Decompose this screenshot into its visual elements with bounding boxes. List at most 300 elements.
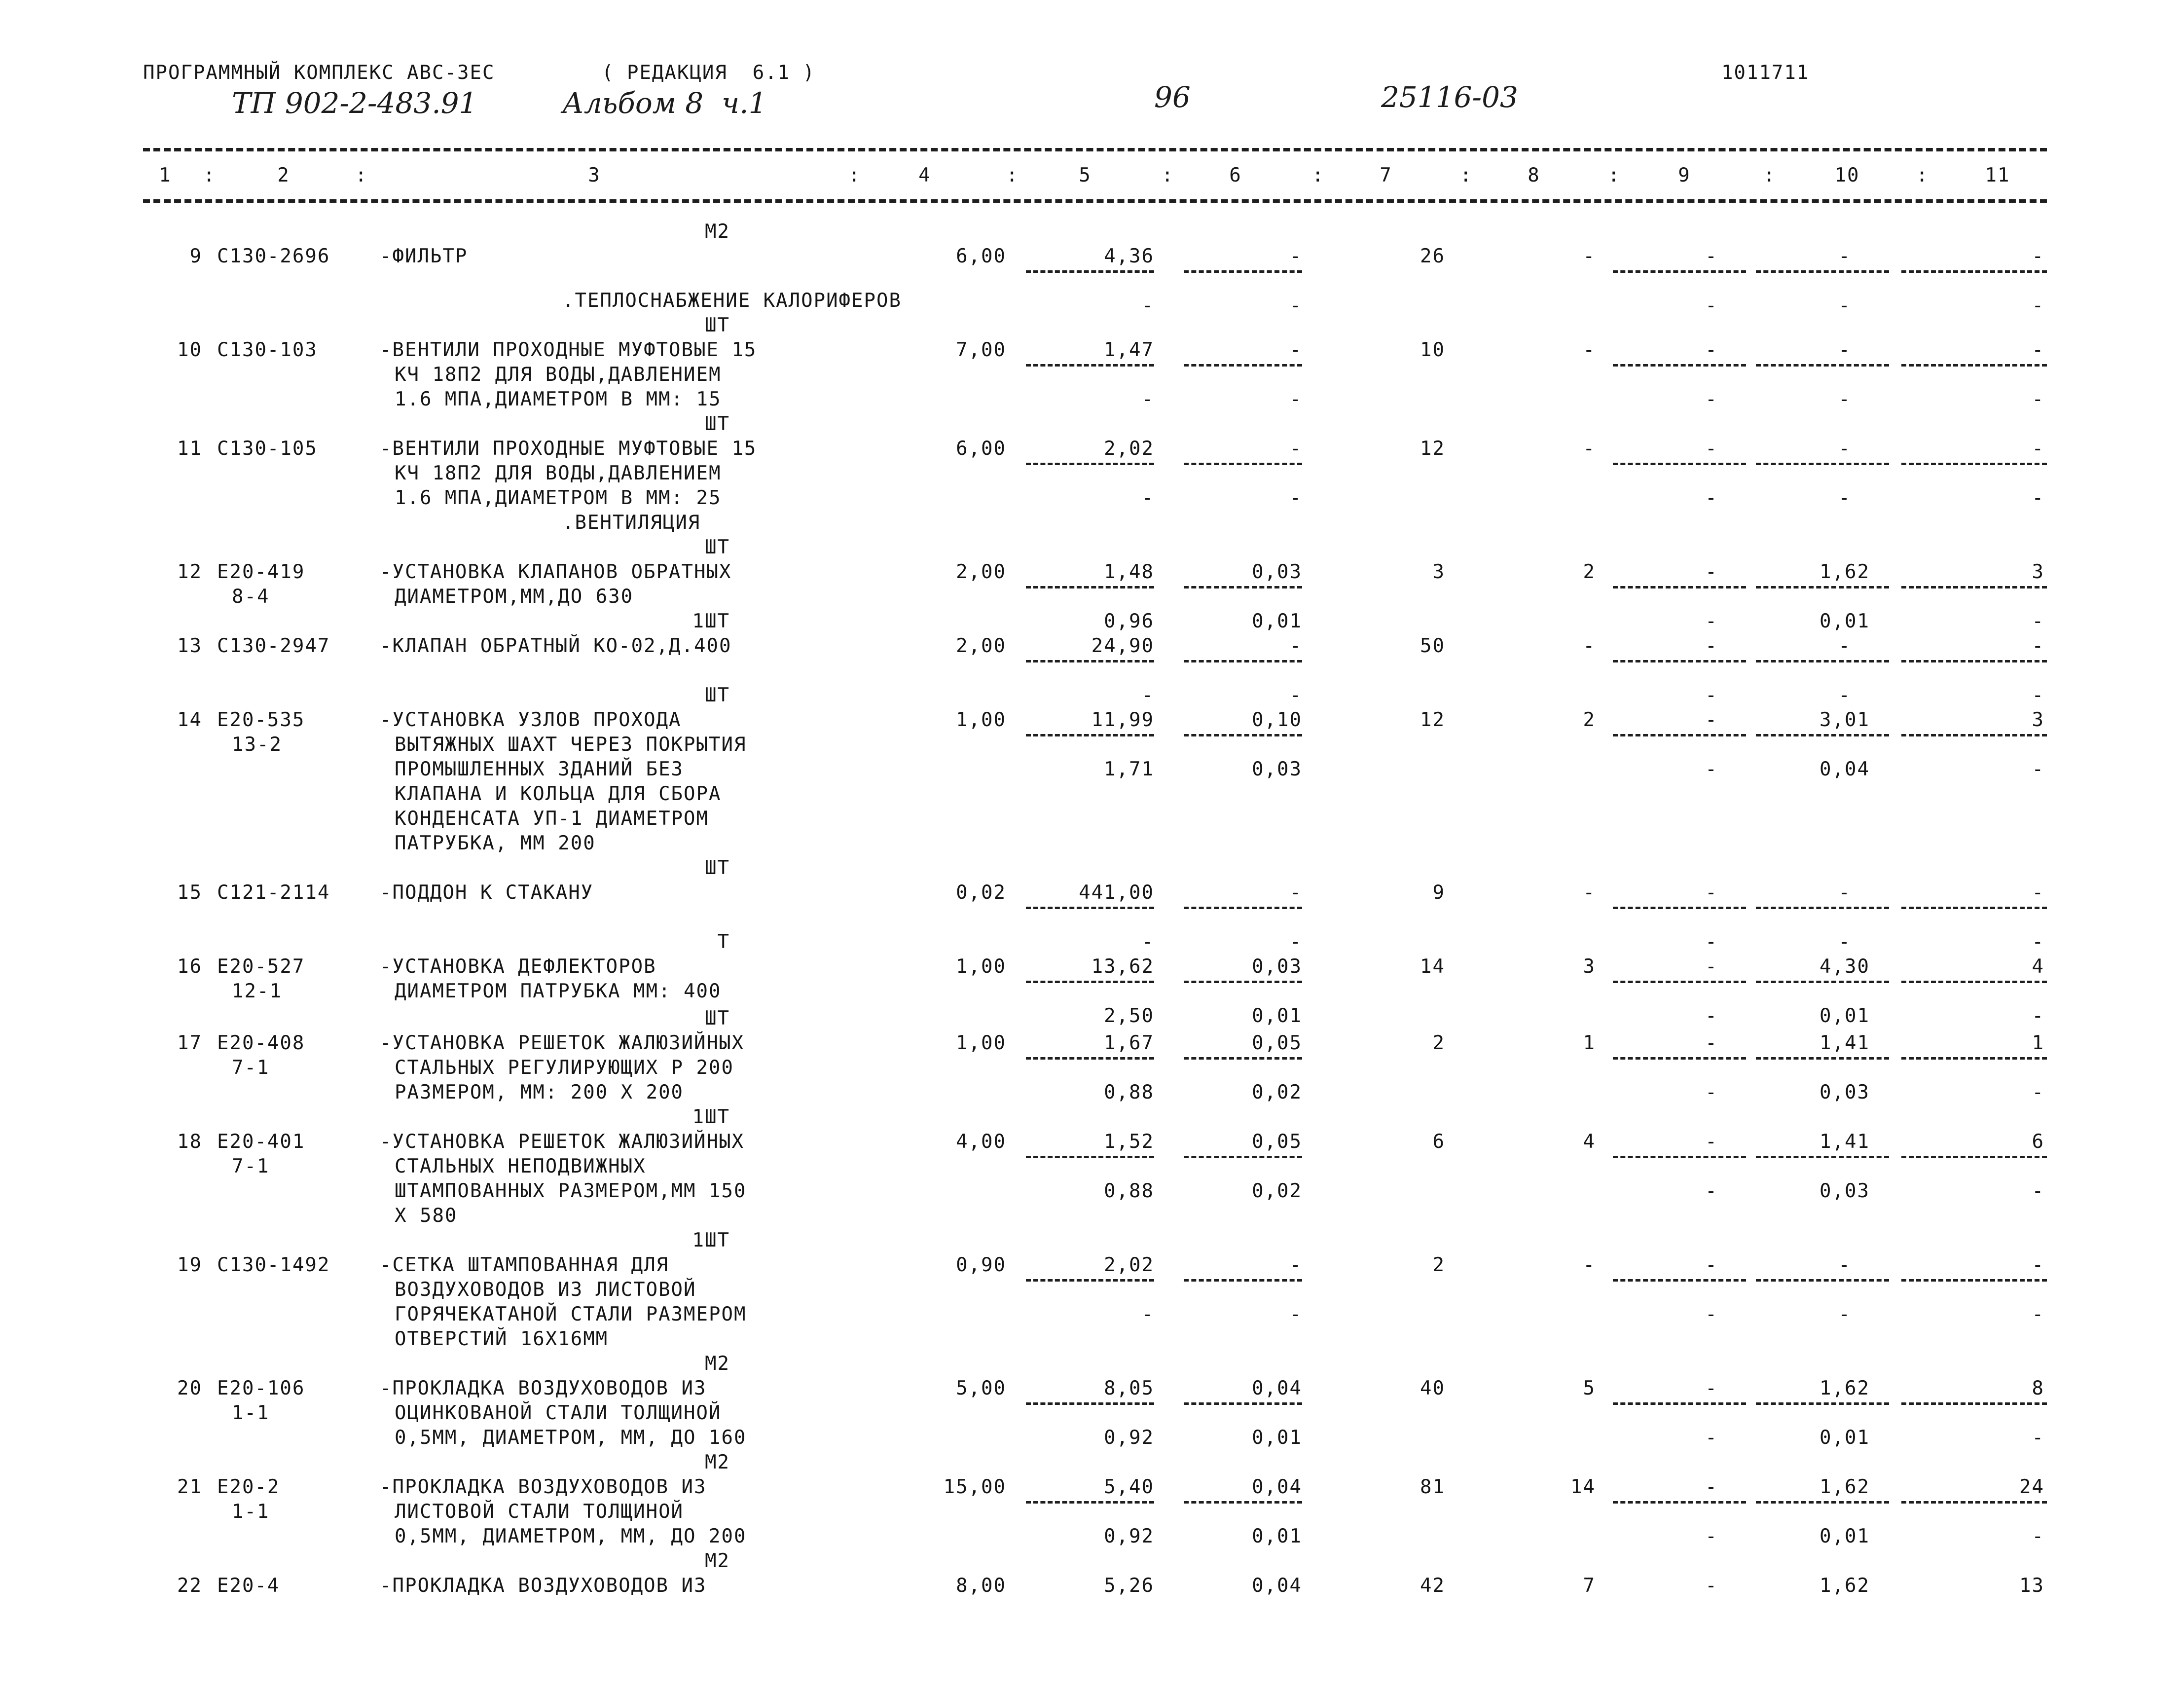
value-col-5: 8,05 bbox=[1104, 1377, 1154, 1399]
secondary-value-col-9: - bbox=[1705, 931, 1718, 953]
unit-of-measure: 1ШТ bbox=[692, 1229, 730, 1251]
secondary-value-col-11: - bbox=[2032, 1427, 2044, 1449]
column-header-7: 7 bbox=[1380, 164, 1392, 186]
value-col-6: - bbox=[1289, 339, 1302, 361]
value-col-9: - bbox=[1705, 1131, 1718, 1153]
unit-of-measure: ШТ bbox=[705, 1007, 730, 1029]
secondary-value-col-5: - bbox=[1141, 487, 1154, 509]
row-number: 22 bbox=[177, 1575, 202, 1597]
rate-code: Е20-408 bbox=[217, 1032, 305, 1054]
row-number: 13 bbox=[177, 635, 202, 657]
row-number: 12 bbox=[177, 561, 202, 583]
value-col-10: 1,41 bbox=[1820, 1131, 1870, 1153]
work-description: -КЛАПАН ОБРАТНЫЙ КО-02,Д.400 bbox=[380, 635, 732, 657]
column-header-rule bbox=[143, 199, 2047, 203]
subtotal-rule bbox=[1756, 981, 1889, 983]
secondary-value-col-11: - bbox=[2032, 610, 2044, 632]
subtotal-rule bbox=[1026, 981, 1154, 983]
value-col-11: - bbox=[2032, 245, 2044, 267]
work-description: ЛИСТОВОЙ СТАЛИ ТОЛЩИНОЙ bbox=[395, 1501, 684, 1523]
value-col-6: - bbox=[1289, 1254, 1302, 1276]
subtotal-rule bbox=[1184, 1057, 1302, 1060]
unit-of-measure: М2 bbox=[705, 1451, 730, 1473]
subtotal-rule bbox=[1613, 364, 1746, 367]
secondary-value-col-11: - bbox=[2032, 487, 2044, 509]
value-col-8: 7 bbox=[1583, 1575, 1596, 1597]
row-number: 16 bbox=[177, 955, 202, 978]
subtotal-rule bbox=[1901, 270, 2047, 273]
unit-of-measure: 1ШТ bbox=[692, 610, 730, 632]
work-description: ПАТРУБКА, ММ 200 bbox=[395, 832, 596, 854]
work-description: -ФИЛЬТР bbox=[380, 245, 468, 267]
column-separator: : bbox=[355, 164, 368, 186]
subtotal-rule bbox=[1026, 734, 1154, 736]
value-col-6: 0,10 bbox=[1252, 709, 1302, 731]
value-col-5: 2,02 bbox=[1104, 1254, 1154, 1276]
value-col-6: 0,04 bbox=[1252, 1377, 1302, 1399]
subtotal-rule bbox=[1613, 907, 1746, 909]
work-description: СТАЛЬНЫХ НЕПОДВИЖНЫХ bbox=[395, 1155, 646, 1177]
subtotal-rule bbox=[1613, 660, 1746, 662]
secondary-value-col-6: - bbox=[1289, 388, 1302, 410]
value-col-7: 6 bbox=[1432, 1131, 1445, 1153]
work-description: КЧ 18П2 ДЛЯ ВОДЫ,ДАВЛЕНИЕМ bbox=[395, 462, 722, 484]
value-col-7: 12 bbox=[1420, 709, 1445, 731]
value-col-8: - bbox=[1583, 1254, 1596, 1276]
rate-code: С130-1492 bbox=[217, 1254, 330, 1276]
value-col-9: - bbox=[1705, 1254, 1718, 1276]
value-col-11: 4 bbox=[2032, 955, 2044, 978]
subtotal-rule bbox=[1901, 1279, 2047, 1282]
value-col-11: 3 bbox=[2032, 709, 2044, 731]
program-title: ПРОГРАММНЫЙ КОМПЛЕКС АВС-3ЕС bbox=[143, 62, 495, 84]
value-col-11: 6 bbox=[2032, 1131, 2044, 1153]
secondary-value-col-5: 0,92 bbox=[1104, 1427, 1154, 1449]
rate-code: Е20-401 bbox=[217, 1131, 305, 1153]
subtotal-rule bbox=[1184, 1279, 1302, 1282]
rate-code: С130-2947 bbox=[217, 635, 330, 657]
secondary-value-col-5: 0,88 bbox=[1104, 1180, 1154, 1202]
value-col-10: - bbox=[1838, 245, 1851, 267]
secondary-value-col-9: - bbox=[1705, 1427, 1718, 1449]
subtotal-rule bbox=[1026, 1156, 1154, 1158]
value-col-6: - bbox=[1289, 635, 1302, 657]
row-number: 18 bbox=[177, 1131, 202, 1153]
subtotal-rule bbox=[1901, 463, 2047, 465]
subtotal-rule bbox=[1613, 981, 1746, 983]
subtotal-rule bbox=[1184, 734, 1302, 736]
value-col-7: 50 bbox=[1420, 635, 1445, 657]
secondary-value-col-10: - bbox=[1838, 931, 1851, 953]
value-col-4: 0,90 bbox=[956, 1254, 1006, 1276]
value-col-7: 10 bbox=[1420, 339, 1445, 361]
value-col-7: 2 bbox=[1432, 1254, 1445, 1276]
rate-code: С121-2114 bbox=[217, 882, 330, 904]
subtotal-rule bbox=[1756, 270, 1889, 273]
work-description: -СЕТКА ШТАМПОВАННАЯ ДЛЯ bbox=[380, 1254, 669, 1276]
work-description: ВЫТЯЖНЫХ ШАХТ ЧЕРЕЗ ПОКРЫТИЯ bbox=[395, 734, 747, 756]
work-description: 0,5ММ, ДИАМЕТРОМ, ММ, ДО 200 bbox=[395, 1525, 747, 1547]
unit-of-measure: ШТ bbox=[705, 684, 730, 706]
value-col-10: - bbox=[1838, 635, 1851, 657]
secondary-value-col-11: - bbox=[2032, 388, 2044, 410]
secondary-value-col-6: - bbox=[1289, 684, 1302, 706]
secondary-value-col-5: - bbox=[1141, 1303, 1154, 1325]
work-description: -УСТАНОВКА РЕШЕТОК ЖАЛЮЗИЙНЫХ bbox=[380, 1131, 744, 1153]
work-description: -ПРОКЛАДКА ВОЗДУХОВОДОВ ИЗ bbox=[380, 1575, 707, 1597]
work-description: 1.6 МПА,ДИАМЕТРОМ В ММ: 25 bbox=[395, 487, 722, 509]
subtotal-rule bbox=[1184, 907, 1302, 909]
subtotal-rule bbox=[1184, 1501, 1302, 1504]
secondary-value-col-6: - bbox=[1289, 931, 1302, 953]
secondary-value-col-10: 0,03 bbox=[1820, 1180, 1870, 1202]
unit-of-measure: ШТ bbox=[705, 413, 730, 435]
work-description: Х 580 bbox=[395, 1205, 458, 1227]
secondary-value-col-6: 0,02 bbox=[1252, 1180, 1302, 1202]
subtotal-rule bbox=[1613, 1501, 1746, 1504]
secondary-value-col-11: - bbox=[2032, 1303, 2044, 1325]
rate-code: Е20-2 bbox=[217, 1476, 280, 1498]
secondary-value-col-9: - bbox=[1705, 684, 1718, 706]
secondary-value-col-6: 0,01 bbox=[1252, 1525, 1302, 1547]
value-col-8: - bbox=[1583, 339, 1596, 361]
work-description: СТАЛЬНЫХ РЕГУЛИРУЮЩИХ Р 200 bbox=[395, 1057, 734, 1079]
secondary-value-col-5: 0,88 bbox=[1104, 1081, 1154, 1103]
value-col-5: 1,47 bbox=[1104, 339, 1154, 361]
subtotal-rule bbox=[1901, 1156, 2047, 1158]
work-description: ГОРЯЧЕКАТАНОЙ СТАЛИ РАЗМЕРОМ bbox=[395, 1303, 747, 1325]
value-col-7: 81 bbox=[1420, 1476, 1445, 1498]
row-number: 10 bbox=[177, 339, 202, 361]
column-separator: : bbox=[1162, 164, 1174, 186]
value-col-5: 441,00 bbox=[1079, 882, 1154, 904]
rate-code: 12-1 bbox=[232, 980, 282, 1002]
secondary-value-col-10: - bbox=[1838, 388, 1851, 410]
column-header-5: 5 bbox=[1079, 164, 1092, 186]
column-header-10: 10 bbox=[1834, 164, 1860, 186]
subtotal-rule bbox=[1901, 734, 2047, 736]
work-description: -ПОДДОН К СТАКАНУ bbox=[380, 882, 594, 904]
value-col-10: 1,62 bbox=[1820, 1476, 1870, 1498]
value-col-11: - bbox=[2032, 1254, 2044, 1276]
value-col-10: - bbox=[1838, 438, 1851, 460]
value-col-4: 2,00 bbox=[956, 635, 1006, 657]
value-col-9: - bbox=[1705, 709, 1718, 731]
value-col-6: - bbox=[1289, 438, 1302, 460]
subtotal-rule bbox=[1756, 660, 1889, 662]
subtotal-rule bbox=[1756, 586, 1889, 588]
work-description: 1.6 МПА,ДИАМЕТРОМ В ММ: 15 bbox=[395, 388, 722, 410]
value-col-4: 15,00 bbox=[943, 1476, 1006, 1498]
value-col-10: 4,30 bbox=[1820, 955, 1870, 978]
secondary-value-col-11: - bbox=[2032, 684, 2044, 706]
unit-of-measure: М2 bbox=[705, 1353, 730, 1375]
secondary-value-col-6: 0,03 bbox=[1252, 758, 1302, 780]
value-col-7: 3 bbox=[1432, 561, 1445, 583]
subtotal-rule bbox=[1184, 270, 1302, 273]
unit-of-measure: ШТ bbox=[705, 857, 730, 879]
work-description: -ПРОКЛАДКА ВОЗДУХОВОДОВ ИЗ bbox=[380, 1476, 707, 1498]
subtotal-rule bbox=[1901, 1402, 2047, 1405]
secondary-value-col-11: - bbox=[2032, 931, 2044, 953]
secondary-value-col-9: - bbox=[1705, 1081, 1718, 1103]
value-col-4: 6,00 bbox=[956, 245, 1006, 267]
unit-of-measure: 1ШТ bbox=[692, 1106, 730, 1128]
value-col-9: - bbox=[1705, 561, 1718, 583]
column-separator: : bbox=[1916, 164, 1929, 186]
subtotal-rule bbox=[1613, 1402, 1746, 1405]
subtotal-rule bbox=[1184, 1402, 1302, 1405]
value-col-4: 1,00 bbox=[956, 709, 1006, 731]
column-separator: : bbox=[1312, 164, 1325, 186]
unit-of-measure: ШТ bbox=[705, 314, 730, 336]
secondary-value-col-6: - bbox=[1289, 294, 1302, 317]
value-col-10: - bbox=[1838, 339, 1851, 361]
value-col-7: 9 bbox=[1432, 882, 1445, 904]
value-col-6: 0,05 bbox=[1252, 1032, 1302, 1054]
row-number: 20 bbox=[177, 1377, 202, 1399]
subtotal-rule bbox=[1026, 1501, 1154, 1504]
secondary-value-col-10: 0,01 bbox=[1820, 1525, 1870, 1547]
value-col-5: 11,99 bbox=[1091, 709, 1154, 731]
value-col-5: 4,36 bbox=[1104, 245, 1154, 267]
subtotal-rule bbox=[1756, 734, 1889, 736]
rate-code: 13-2 bbox=[232, 734, 282, 756]
value-col-8: 5 bbox=[1583, 1377, 1596, 1399]
subtotal-rule bbox=[1184, 981, 1302, 983]
subtotal-rule bbox=[1026, 586, 1154, 588]
value-col-8: - bbox=[1583, 635, 1596, 657]
work-description: КОНДЕНСАТА УП-1 ДИАМЕТРОМ bbox=[395, 808, 709, 830]
handwritten-album: Альбом 8 ч.1 bbox=[562, 86, 767, 120]
secondary-value-col-10: 0,04 bbox=[1820, 758, 1870, 780]
handwritten-page-number: 96 bbox=[1154, 80, 1191, 114]
value-col-6: 0,04 bbox=[1252, 1476, 1302, 1498]
secondary-value-col-6: 0,01 bbox=[1252, 1427, 1302, 1449]
subtotal-rule bbox=[1756, 1279, 1889, 1282]
rate-code: 8-4 bbox=[232, 586, 270, 608]
value-col-9: - bbox=[1705, 245, 1718, 267]
subtotal-rule bbox=[1026, 907, 1154, 909]
rate-code: С130-105 bbox=[217, 438, 318, 460]
secondary-value-col-5: - bbox=[1141, 684, 1154, 706]
value-col-6: 0,04 bbox=[1252, 1575, 1302, 1597]
value-col-7: 12 bbox=[1420, 438, 1445, 460]
column-header-11: 11 bbox=[1985, 164, 2010, 186]
value-col-7: 40 bbox=[1420, 1377, 1445, 1399]
subtotal-rule bbox=[1613, 1057, 1746, 1060]
value-col-4: 5,00 bbox=[956, 1377, 1006, 1399]
secondary-value-col-5: - bbox=[1141, 294, 1154, 317]
value-col-11: 13 bbox=[2019, 1575, 2044, 1597]
value-col-7: 14 bbox=[1420, 955, 1445, 978]
subtotal-rule bbox=[1613, 734, 1746, 736]
value-col-9: - bbox=[1705, 339, 1718, 361]
value-col-5: 1,67 bbox=[1104, 1032, 1154, 1054]
section-heading: .ТЕПЛОСНАБЖЕНИЕ КАЛОРИФЕРОВ bbox=[562, 290, 902, 312]
secondary-value-col-9: - bbox=[1705, 487, 1718, 509]
value-col-6: 0,03 bbox=[1252, 955, 1302, 978]
work-description: ОТВЕРСТИЙ 16Х16ММ bbox=[395, 1328, 609, 1350]
value-col-11: 24 bbox=[2019, 1476, 2044, 1498]
subtotal-rule bbox=[1026, 1057, 1154, 1060]
row-number: 15 bbox=[177, 882, 202, 904]
work-description: ДИАМЕТРОМ,ММ,ДО 630 bbox=[395, 586, 634, 608]
work-description: ПРОМЫШЛЕННЫХ ЗДАНИЙ БЕЗ bbox=[395, 758, 684, 780]
subtotal-rule bbox=[1613, 1279, 1746, 1282]
value-col-9: - bbox=[1705, 882, 1718, 904]
value-col-4: 0,02 bbox=[956, 882, 1006, 904]
subtotal-rule bbox=[1901, 1501, 2047, 1504]
document-code: 1011711 bbox=[1721, 62, 1810, 84]
value-col-4: 1,00 bbox=[956, 1032, 1006, 1054]
subtotal-rule bbox=[1756, 463, 1889, 465]
value-col-9: - bbox=[1705, 1575, 1718, 1597]
column-separator: : bbox=[1460, 164, 1473, 186]
value-col-10: 1,41 bbox=[1820, 1032, 1870, 1054]
work-description: -УСТАНОВКА КЛАПАНОВ ОБРАТНЫХ bbox=[380, 561, 732, 583]
secondary-value-col-9: - bbox=[1705, 758, 1718, 780]
secondary-value-col-10: 0,01 bbox=[1820, 1427, 1870, 1449]
value-col-8: 2 bbox=[1583, 561, 1596, 583]
secondary-value-col-9: - bbox=[1705, 388, 1718, 410]
subtotal-rule bbox=[1756, 1057, 1889, 1060]
table-top-rule bbox=[143, 148, 2047, 151]
subtotal-rule bbox=[1026, 364, 1154, 367]
subtotal-rule bbox=[1901, 586, 2047, 588]
row-number: 17 bbox=[177, 1032, 202, 1054]
value-col-9: - bbox=[1705, 438, 1718, 460]
value-col-8: 1 bbox=[1583, 1032, 1596, 1054]
value-col-10: 1,62 bbox=[1820, 561, 1870, 583]
work-description: ШТАМПОВАННЫХ РАЗМЕРОМ,ММ 150 bbox=[395, 1180, 747, 1202]
secondary-value-col-9: - bbox=[1705, 1005, 1718, 1027]
value-col-10: - bbox=[1838, 882, 1851, 904]
value-col-5: 2,02 bbox=[1104, 438, 1154, 460]
work-description: ВОЗДУХОВОДОВ ИЗ ЛИСТОВОЙ bbox=[395, 1279, 696, 1301]
work-description: -ВЕНТИЛИ ПРОХОДНЫЕ МУФТОВЫЕ 15 bbox=[380, 438, 757, 460]
work-description: ДИАМЕТРОМ ПАТРУБКА ММ: 400 bbox=[395, 980, 722, 1002]
column-header-8: 8 bbox=[1528, 164, 1540, 186]
subtotal-rule bbox=[1613, 463, 1746, 465]
subtotal-rule bbox=[1613, 270, 1746, 273]
value-col-7: 42 bbox=[1420, 1575, 1445, 1597]
column-header-3: 3 bbox=[588, 164, 601, 186]
rate-code: Е20-527 bbox=[217, 955, 305, 978]
unit-of-measure: Т bbox=[717, 931, 730, 953]
column-separator: : bbox=[1763, 164, 1776, 186]
work-description: КЧ 18П2 ДЛЯ ВОДЫ,ДАВЛЕНИЕМ bbox=[395, 364, 722, 386]
value-col-4: 4,00 bbox=[956, 1131, 1006, 1153]
unit-of-measure: М2 bbox=[705, 220, 730, 243]
value-col-7: 2 bbox=[1432, 1032, 1445, 1054]
work-description: -УСТАНОВКА РЕШЕТОК ЖАЛЮЗИЙНЫХ bbox=[380, 1032, 744, 1054]
subtotal-rule bbox=[1026, 660, 1154, 662]
secondary-value-col-5: - bbox=[1141, 388, 1154, 410]
subtotal-rule bbox=[1901, 1057, 2047, 1060]
value-col-10: 3,01 bbox=[1820, 709, 1870, 731]
value-col-11: 3 bbox=[2032, 561, 2044, 583]
column-header-9: 9 bbox=[1678, 164, 1691, 186]
subtotal-rule bbox=[1901, 981, 2047, 983]
value-col-11: - bbox=[2032, 339, 2044, 361]
value-col-6: - bbox=[1289, 245, 1302, 267]
secondary-value-col-11: - bbox=[2032, 294, 2044, 317]
secondary-value-col-5: 2,50 bbox=[1104, 1005, 1154, 1027]
value-col-6: 0,03 bbox=[1252, 561, 1302, 583]
section-heading: .ВЕНТИЛЯЦИЯ bbox=[562, 512, 701, 534]
value-col-8: - bbox=[1583, 882, 1596, 904]
value-col-11: - bbox=[2032, 882, 2044, 904]
secondary-value-col-10: 0,01 bbox=[1820, 610, 1870, 632]
secondary-value-col-9: - bbox=[1705, 1525, 1718, 1547]
column-header-1: 1 bbox=[159, 164, 172, 186]
subtotal-rule bbox=[1184, 463, 1302, 465]
rate-code: 1-1 bbox=[232, 1402, 270, 1424]
work-description: РАЗМЕРОМ, ММ: 200 Х 200 bbox=[395, 1081, 684, 1103]
value-col-8: 2 bbox=[1583, 709, 1596, 731]
secondary-value-col-10: 0,03 bbox=[1820, 1081, 1870, 1103]
subtotal-rule bbox=[1756, 1156, 1889, 1158]
column-separator: : bbox=[848, 164, 861, 186]
subtotal-rule bbox=[1756, 364, 1889, 367]
value-col-5: 13,62 bbox=[1091, 955, 1154, 978]
value-col-7: 26 bbox=[1420, 245, 1445, 267]
secondary-value-col-9: - bbox=[1705, 610, 1718, 632]
subtotal-rule bbox=[1613, 586, 1746, 588]
value-col-4: 8,00 bbox=[956, 1575, 1006, 1597]
subtotal-rule bbox=[1184, 364, 1302, 367]
edition-label: ( РЕДАКЦИЯ 6.1 ) bbox=[602, 62, 816, 84]
secondary-value-col-11: - bbox=[2032, 758, 2044, 780]
unit-of-measure: ШТ bbox=[705, 536, 730, 558]
column-header-2: 2 bbox=[277, 164, 290, 186]
subtotal-rule bbox=[1184, 586, 1302, 588]
secondary-value-col-11: - bbox=[2032, 1180, 2044, 1202]
subtotal-rule bbox=[1026, 270, 1154, 273]
secondary-value-col-10: - bbox=[1838, 1303, 1851, 1325]
value-col-8: 14 bbox=[1570, 1476, 1596, 1498]
value-col-9: - bbox=[1705, 1377, 1718, 1399]
secondary-value-col-10: - bbox=[1838, 684, 1851, 706]
value-col-10: 1,62 bbox=[1820, 1575, 1870, 1597]
subtotal-rule bbox=[1756, 1501, 1889, 1504]
value-col-4: 2,00 bbox=[956, 561, 1006, 583]
row-number: 14 bbox=[177, 709, 202, 731]
row-number: 11 bbox=[177, 438, 202, 460]
unit-of-measure: М2 bbox=[705, 1550, 730, 1572]
rate-code: 7-1 bbox=[232, 1057, 270, 1079]
work-description: -УСТАНОВКА УЗЛОВ ПРОХОДА bbox=[380, 709, 682, 731]
value-col-8: 4 bbox=[1583, 1131, 1596, 1153]
secondary-value-col-11: - bbox=[2032, 1525, 2044, 1547]
subtotal-rule bbox=[1756, 907, 1889, 909]
secondary-value-col-6: - bbox=[1289, 487, 1302, 509]
work-description: -УСТАНОВКА ДЕФЛЕКТОРОВ bbox=[380, 955, 656, 978]
row-number: 21 bbox=[177, 1476, 202, 1498]
secondary-value-col-5: 0,96 bbox=[1104, 610, 1154, 632]
value-col-11: - bbox=[2032, 438, 2044, 460]
subtotal-rule bbox=[1613, 1156, 1746, 1158]
value-col-5: 5,26 bbox=[1104, 1575, 1154, 1597]
value-col-11: 8 bbox=[2032, 1377, 2044, 1399]
value-col-11: - bbox=[2032, 635, 2044, 657]
rate-code: С130-2696 bbox=[217, 245, 330, 267]
column-separator: : bbox=[203, 164, 216, 186]
row-number: 19 bbox=[177, 1254, 202, 1276]
subtotal-rule bbox=[1026, 463, 1154, 465]
secondary-value-col-5: 0,92 bbox=[1104, 1525, 1154, 1547]
